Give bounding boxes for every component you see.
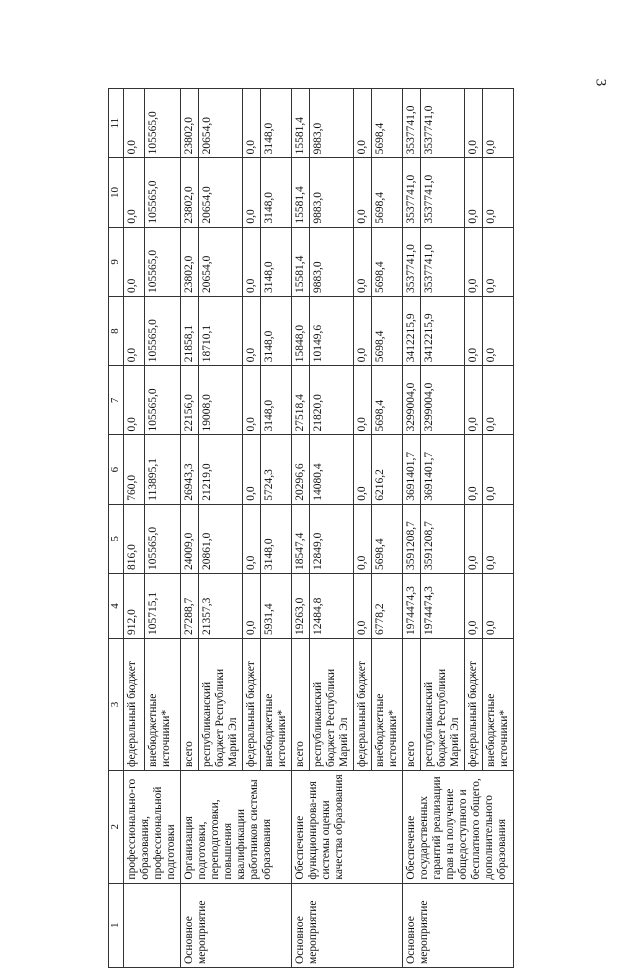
amount-cell: 10149,6: [310, 296, 354, 365]
amount-cell: 0,0: [483, 296, 514, 365]
amount-cell: 0,0: [483, 504, 514, 573]
header-cell: 6: [109, 435, 124, 504]
amount-cell: 0,0: [483, 366, 514, 435]
amount-cell: 816,0: [124, 504, 145, 573]
amount-cell: 6778,2: [372, 574, 403, 639]
amount-cell: 9883,0: [310, 227, 354, 296]
amount-cell: 0,0: [243, 504, 261, 573]
amount-cell: 12849,0: [310, 504, 354, 573]
amount-cell: 0,0: [483, 435, 514, 504]
amount-cell: 5698,4: [372, 504, 403, 573]
funding-source-cell: всего: [403, 638, 421, 770]
amount-cell: 0,0: [465, 296, 483, 365]
amount-cell: 0,0: [465, 504, 483, 573]
funding-source-cell: федеральный бюджет: [243, 638, 261, 770]
amount-cell: 0,0: [354, 435, 372, 504]
amount-cell: 5931,4: [261, 574, 292, 639]
amount-cell: 0,0: [354, 296, 372, 365]
amount-cell: 912,0: [124, 574, 145, 639]
amount-cell: 0,0: [124, 227, 145, 296]
amount-cell: 0,0: [124, 296, 145, 365]
funding-source-cell: внебюджетные источники*: [372, 638, 403, 770]
amount-cell: 0,0: [354, 504, 372, 573]
amount-cell: 21858,1: [181, 296, 199, 365]
header-cell: 3: [109, 638, 124, 770]
header-cell: 4: [109, 574, 124, 639]
amount-cell: 6216,2: [372, 435, 403, 504]
amount-cell: 9883,0: [310, 89, 354, 158]
amount-cell: 21820,0: [310, 366, 354, 435]
amount-cell: 105565,0: [144, 366, 180, 435]
funding-source-cell: республиканский бюджет Республики Марий Эл: [199, 638, 243, 770]
amount-cell: 0,0: [243, 296, 261, 365]
amount-cell: 20861,0: [199, 504, 243, 573]
header-cell: 1: [109, 883, 124, 967]
amount-cell: 0,0: [465, 574, 483, 639]
amount-cell: 5724,3: [261, 435, 292, 504]
amount-cell: 3537741,0: [403, 89, 421, 158]
activity-name-cell: Обеспечение государственных гарантий реализации прав на получение общедоступного и бесплатного общего, дополнительного образования: [403, 771, 514, 884]
amount-cell: 3148,0: [261, 227, 292, 296]
amount-cell: 22156,0: [181, 366, 199, 435]
amount-cell: 3299004,0: [403, 366, 421, 435]
budget-table-container: [108, 88, 608, 968]
amount-cell: 0,0: [483, 158, 514, 227]
amount-cell: 3591208,7: [421, 504, 465, 573]
amount-cell: 21357,3: [199, 574, 243, 639]
header-cell: 10: [109, 158, 124, 227]
amount-cell: 9883,0: [310, 158, 354, 227]
amount-cell: 15581,4: [292, 227, 310, 296]
amount-cell: 3412215,9: [421, 296, 465, 365]
amount-cell: 0,0: [465, 366, 483, 435]
amount-cell: 20654,0: [199, 227, 243, 296]
amount-cell: 14080,4: [310, 435, 354, 504]
amount-cell: 0,0: [354, 227, 372, 296]
amount-cell: 3148,0: [261, 366, 292, 435]
amount-cell: 0,0: [465, 89, 483, 158]
funding-source-cell: внебюджетные источники*: [483, 638, 514, 770]
amount-cell: 5698,4: [372, 158, 403, 227]
amount-cell: 5698,4: [372, 89, 403, 158]
amount-cell: 105565,0: [144, 296, 180, 365]
amount-cell: 0,0: [483, 574, 514, 639]
table-body: [124, 89, 514, 968]
amount-cell: 23802,0: [181, 158, 199, 227]
amount-cell: 0,0: [243, 158, 261, 227]
table-row: [403, 89, 421, 968]
amount-cell: 27518,4: [292, 366, 310, 435]
amount-cell: 15581,4: [292, 89, 310, 158]
amount-cell: 0,0: [124, 366, 145, 435]
table-row: [181, 89, 199, 968]
amount-cell: 0,0: [243, 574, 261, 639]
amount-cell: 113895,1: [144, 435, 180, 504]
header-row: [109, 89, 124, 968]
row-type-cell: Основное мероприятие: [181, 883, 292, 967]
amount-cell: 3591208,7: [403, 504, 421, 573]
amount-cell: 12484,8: [310, 574, 354, 639]
amount-cell: 3412215,9: [403, 296, 421, 365]
amount-cell: 3299004,0: [421, 366, 465, 435]
amount-cell: 5698,4: [372, 296, 403, 365]
amount-cell: 3148,0: [261, 296, 292, 365]
amount-cell: 0,0: [483, 227, 514, 296]
amount-cell: 3691401,7: [403, 435, 421, 504]
amount-cell: 20296,6: [292, 435, 310, 504]
row-type-cell: Основное мероприятие: [403, 883, 514, 967]
funding-source-cell: федеральный бюджет: [354, 638, 372, 770]
amount-cell: 3537741,0: [421, 227, 465, 296]
amount-cell: 21219,0: [199, 435, 243, 504]
amount-cell: 0,0: [243, 435, 261, 504]
header-cell: 2: [109, 771, 124, 884]
amount-cell: 1974474,3: [403, 574, 421, 639]
amount-cell: 105715,1: [144, 574, 180, 639]
amount-cell: 15848,0: [292, 296, 310, 365]
funding-source-cell: федеральный бюджет: [465, 638, 483, 770]
amount-cell: 19008,0: [199, 366, 243, 435]
row-type-cell: [124, 883, 181, 967]
amount-cell: 19263,0: [292, 574, 310, 639]
amount-cell: 5698,4: [372, 366, 403, 435]
amount-cell: 1974474,3: [421, 574, 465, 639]
funding-source-cell: республиканский бюджет Республики Марий Эл: [310, 638, 354, 770]
amount-cell: 3537741,0: [403, 227, 421, 296]
funding-source-cell: внебюджетные источники*: [261, 638, 292, 770]
header-cell: 11: [109, 89, 124, 158]
amount-cell: 0,0: [243, 366, 261, 435]
amount-cell: 3537741,0: [403, 158, 421, 227]
amount-cell: 3691401,7: [421, 435, 465, 504]
table-row: [292, 89, 310, 968]
amount-cell: 24009,0: [181, 504, 199, 573]
amount-cell: 20654,0: [199, 158, 243, 227]
amount-cell: 0,0: [243, 89, 261, 158]
header-cell: 7: [109, 366, 124, 435]
amount-cell: 18710,1: [199, 296, 243, 365]
amount-cell: 105565,0: [144, 504, 180, 573]
amount-cell: 105565,0: [144, 158, 180, 227]
table-row: [124, 89, 145, 968]
header-cell: 9: [109, 227, 124, 296]
amount-cell: 27288,7: [181, 574, 199, 639]
amount-cell: 15581,4: [292, 158, 310, 227]
amount-cell: 3537741,0: [421, 89, 465, 158]
amount-cell: 0,0: [243, 227, 261, 296]
amount-cell: 23802,0: [181, 89, 199, 158]
activity-name-cell: Организация подготовки, переподготовки, повышения квалификации работников системы образования: [181, 771, 292, 884]
amount-cell: 20654,0: [199, 89, 243, 158]
funding-source-cell: республиканский бюджет Республики Марий Эл: [421, 638, 465, 770]
amount-cell: 0,0: [354, 158, 372, 227]
activity-name-cell: Обеспечение функционирова-ния системы оценки качества образования: [292, 771, 403, 884]
funding-source-cell: всего: [292, 638, 310, 770]
amount-cell: 0,0: [465, 435, 483, 504]
amount-cell: 0,0: [124, 158, 145, 227]
header-cell: 8: [109, 296, 124, 365]
amount-cell: 0,0: [465, 227, 483, 296]
budget-table: [108, 88, 514, 968]
activity-name-cell: профессионально-го образования, профессиональной подготовки: [124, 771, 181, 884]
amount-cell: 0,0: [354, 89, 372, 158]
amount-cell: 3148,0: [261, 158, 292, 227]
amount-cell: 0,0: [354, 366, 372, 435]
page-number: 3: [592, 78, 609, 87]
funding-source-cell: внебюджетные источники*: [144, 638, 180, 770]
amount-cell: 0,0: [354, 574, 372, 639]
amount-cell: 5698,4: [372, 227, 403, 296]
amount-cell: 760,0: [124, 435, 145, 504]
amount-cell: 0,0: [483, 89, 514, 158]
amount-cell: 0,0: [465, 158, 483, 227]
amount-cell: 18547,4: [292, 504, 310, 573]
amount-cell: 26943,3: [181, 435, 199, 504]
funding-source-cell: федеральный бюджет: [124, 638, 145, 770]
header-cell: 5: [109, 504, 124, 573]
amount-cell: 3148,0: [261, 89, 292, 158]
funding-source-cell: всего: [181, 638, 199, 770]
amount-cell: 3537741,0: [421, 158, 465, 227]
row-type-cell: Основное мероприятие: [292, 883, 403, 967]
amount-cell: 0,0: [124, 89, 145, 158]
amount-cell: 3148,0: [261, 504, 292, 573]
amount-cell: 105565,0: [144, 227, 180, 296]
amount-cell: 105565,0: [144, 89, 180, 158]
amount-cell: 23802,0: [181, 227, 199, 296]
